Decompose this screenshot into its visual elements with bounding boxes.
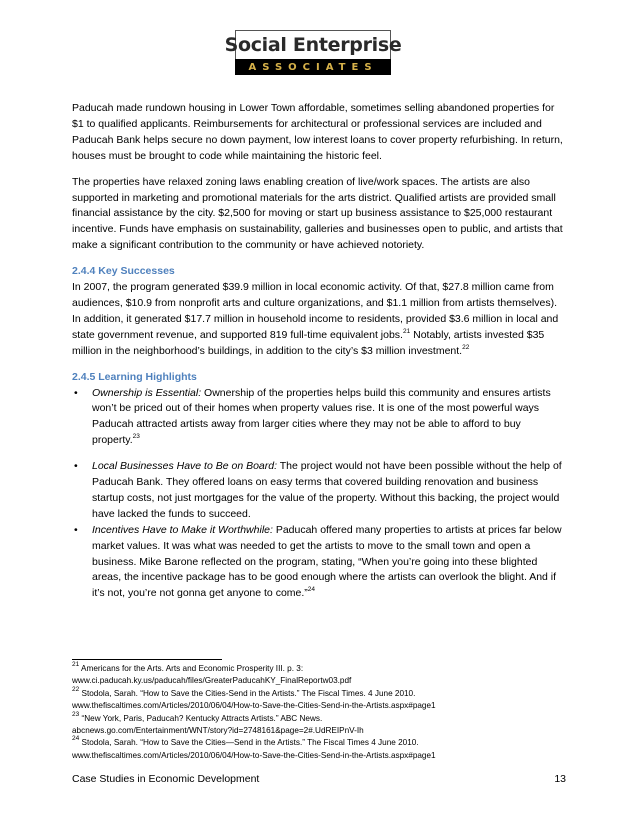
list-item: • Local Businesses Have to Be on Board: The project would not have been possible without the help of Paducah Bank. They offered loans on easy terms that covered building renovation and business startup costs, not just mortgages for the value of the property. Without this backing, the project would have lacked the funds to succeed. (72, 459, 568, 523)
footnote: $^{22}$ Stodola, Sarah. “How to Save the Cities-Send in the Artists.” The Fiscal Times. 4 June 2010. (72, 685, 416, 698)
page-footer (72, 773, 566, 785)
key-successes-text: In 2007, the program generated $39.9 million in local economic activity. Of that, $27.8 million came from audiences, $10.9 from nonprofit arts and culture organizations, and $1.1 million from artists themselves). In addition, it generated $17.7 million in household income to residents, provided $3.6 million in local and state government revenue, and supported 819 full-time equivalent jobs.$^{21}$ Notably, artists invested $35 million in the neighborhood’s buildings, in addition to the city’s $3 million investment.$^{22}$ (72, 281, 559, 357)
footnote: $^{21}$ Americans for the Arts. Arts and Economic Prosperity III. p. 3: (72, 661, 304, 673)
footnote-ref: 21 (402, 327, 411, 335)
paragraph: Paducah made rundown housing in Lower Town affordable, sometimes selling abandoned properties for $1 to qualified applicants. Reimbursements for architectural or professional services are included and Paducah Bank helps secure no down payment, low interest loans to cover property refurbishing. In return, houses must be brought to code while maintaining the historic feel. (72, 102, 563, 162)
section-heading-key-successes: 2.4.4 Key Successes (72, 265, 175, 278)
footnote: $^{23}$ “New York, Paris, Paducah? Kentucky Attracts Artists.” ABC News. (72, 710, 323, 723)
page-number: 13 (554, 773, 566, 785)
list-item: • Incentives Have to Make it Worthwhile: Paducah offered many properties to artists at prices far below market values. It was what was needed to get the artists to move to the small town and open a business. Mike Barone reflected on the program, stating, “When you’re going into these blighted areas, the incentive package has to be good enough where the artists can overlook the blight. And if it’s not, you’re not gonna get anyone to come.”$^{24}$ (72, 523, 568, 603)
footnotes (72, 659, 572, 762)
footnote: $^{24}$ Stodola, Sarah. “How to Save the Cities—Send in the Artists.” The Fiscal Times 4 June 2010. (72, 735, 419, 748)
footnote-ref: 22 (462, 343, 470, 351)
footnote-link: abcnews.go.com/Entertainment/WNT/story?id=2748161&page=2#.UdREIPnV-Ih (72, 726, 364, 736)
footnote-divider (72, 659, 222, 660)
footnote-link: www.ci.paducah.ky.us/paducah/files/GreaterPaducahKY_FinalReportw03.pdf (72, 676, 352, 686)
logo-title: Social Enterprise (235, 30, 391, 59)
footer-title: Case Studies in Economic Development (72, 773, 260, 785)
footnote-link: www.thefiscaltimes.com/Articles/2010/06/04/How-to-Save-the-Cities-Send-in-the-Artists.aspx#page1 (72, 701, 436, 711)
main-content (72, 101, 568, 602)
learning-highlights-list (72, 386, 568, 603)
footnote-ref: 23 (132, 433, 140, 441)
list-item: • Ownership is Essential: Ownership of the properties helps build this community and ensures artists won’t be priced out of their homes when property values rise. It is one of the most powerful ways Paducah attracted artists away from larger cities where they may not be able to afford to buy property.$^{23}$ (72, 386, 568, 450)
logo (224, 30, 402, 74)
logo-subtitle: ASSOCIATES (235, 59, 391, 75)
section-heading-learning-highlights: 2.4.5 Learning Highlights (72, 370, 197, 383)
paragraph: The properties have relaxed zoning laws enabling creation of live/work spaces. The artists are also supported in marketing and promotional materials for the arts district. Qualified artists are provided small financial assistance by the city. $2,500 for moving or start up business assistance to $25,000 restaurant incentive. Funds have emphasis on sustainability, galleries and businesses open to public, and artists that make a significant contribution to the community or have achieved notoriety. (72, 175, 563, 252)
footnote-link: www.thefiscaltimes.com/Articles/2010/06/04/How-to-Save-the-Cities-Send-in-the-Artists.aspx#page1 (72, 750, 436, 760)
footnote-ref: 24 (307, 586, 316, 594)
